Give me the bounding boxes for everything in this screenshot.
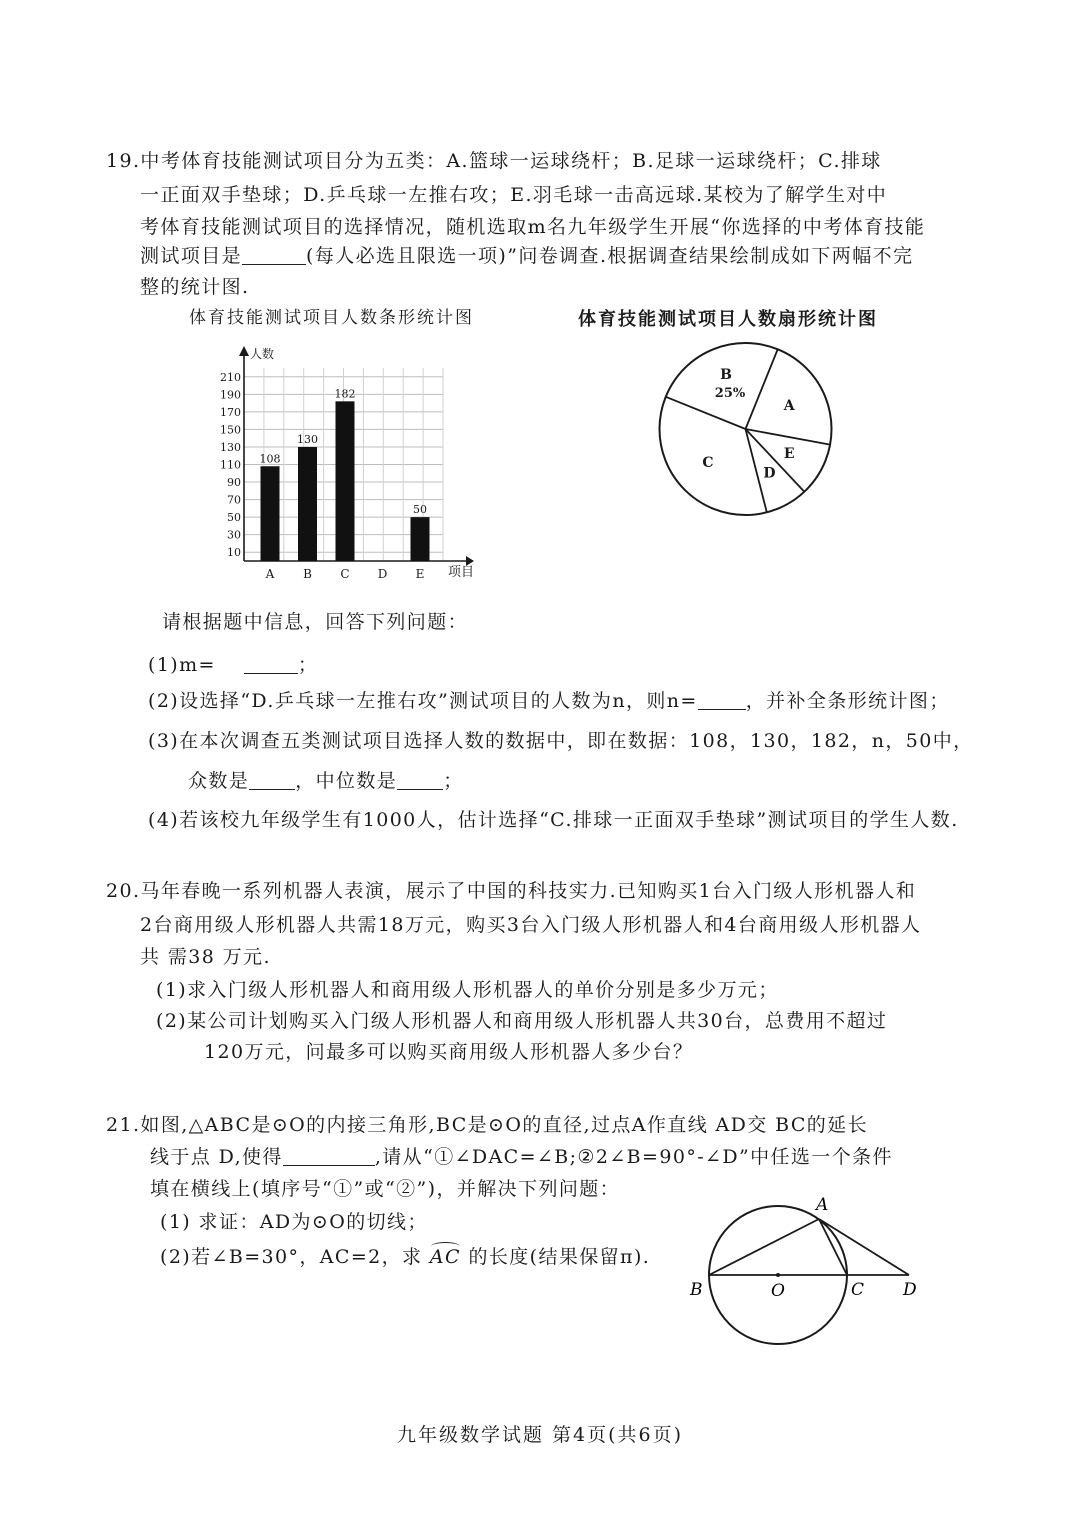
pie-label-a: A: [783, 398, 795, 415]
q21-line-1: 21.如图,△ABC是⊙O的内接三角形,BC是⊙O的直径,过点A作直线 AD交 BC的延长: [106, 1114, 868, 1136]
q21-line-2-end: ,请从“①∠DAC=∠B;②2∠B=90°-∠D”中任选一个条件: [374, 1146, 893, 1168]
x-tick-label: B: [303, 567, 312, 581]
bar: [411, 517, 430, 561]
y-tick-label: 10: [227, 546, 241, 560]
answer-blank-median[interactable]: [397, 771, 443, 790]
bar: [336, 401, 355, 561]
q19-part-1: [148, 650, 318, 677]
q21-part-2: [160, 1242, 650, 1269]
pie-label-e: E: [783, 445, 795, 462]
x-tick-label: D: [377, 567, 388, 581]
y-tick-label: 70: [227, 493, 241, 507]
q19-part-4: (4)若该校九年级学生有1000人，估计选择“C.排球一正面双手垫球”测试项目的学生人数.: [148, 809, 959, 831]
bar: [298, 447, 317, 561]
q21-part-2-end: 的长度(结果保留π).: [468, 1246, 651, 1268]
q19-prompt: 请根据题中信息，回答下列问题：: [162, 611, 469, 633]
y-tick-label: 110: [220, 458, 241, 472]
q19-median-label: ，中位数是: [295, 770, 398, 792]
q19-part-1-end: ；: [297, 654, 319, 676]
q20-part-2-line-1: (2)某公司计划购买入门级人形机器人和商用级人形机器人共30台，总费用不超过: [156, 1010, 888, 1032]
q20-line-3: 共 需38 万元.: [140, 946, 271, 968]
page-footer: 九年级数学试题 第4页(共6页): [396, 1424, 684, 1446]
point-label-a: A: [816, 1195, 829, 1215]
q19-part-2-start: (2)设选择“D.乒乓球一左推右攻”测试项目的人数为n，则n=: [148, 690, 698, 712]
arc-ac-label: AC: [429, 1246, 461, 1268]
y-axis-arrow: [239, 346, 249, 356]
x-tick-label: A: [265, 567, 275, 581]
pie-label-b: B: [720, 367, 732, 384]
y-tick-label: 190: [220, 388, 241, 402]
bar-value-label: 130: [297, 432, 318, 446]
q19-part-3-end: ；: [443, 770, 464, 792]
point-label-o: O: [771, 1281, 785, 1301]
q19-part-3-line-1: (3)在本次调查五类测试项目选择人数的数据中，即在数据：108，130，182，n，50中，: [148, 730, 974, 752]
q19-line-4: [140, 241, 913, 268]
q19-line-4-start: 测试项目是: [140, 245, 243, 267]
q19-part-3-line-2: [188, 766, 464, 793]
y-tick-label: 30: [227, 528, 241, 542]
pie-label-c: C: [702, 454, 714, 471]
bar-chart-title: 体育技能测试项目人数条形统计图: [189, 308, 474, 328]
y-tick-label: 130: [220, 440, 241, 454]
x-axis-label: 项目: [448, 565, 475, 580]
point-label-c: C: [851, 1280, 865, 1300]
y-tick-label: 90: [227, 476, 241, 490]
q20-line-2: 2台商用级人形机器人共需18万元，购买3台入门级人形机器人和4台商用级人形机器人: [140, 914, 922, 936]
q19-line-4-end: (每人必选且限选一项)”问卷调查.根据调查结果绘制成如下两幅不完: [306, 245, 914, 267]
y-tick-label: 170: [220, 405, 241, 419]
y-tick-label: 50: [227, 511, 241, 525]
y-axis-label: 人数: [250, 347, 275, 361]
q19-line-1: 19.中考体育技能测试项目分为五类：A.篮球一运球绕杆；B.足球一运球绕杆；C.排球: [106, 150, 882, 172]
q20-part-1: (1)求入门级人形机器人和商用级人形机器人的单价分别是多少万元；: [156, 979, 779, 1001]
answer-blank-n[interactable]: [698, 691, 746, 710]
x-tick-label: C: [340, 567, 350, 581]
y-tick-label: 210: [220, 370, 241, 384]
q21-part-1: (1) 求证：AD为⊙O的切线；: [160, 1211, 428, 1233]
pie-chart-title: 体育技能测试项目人数扇形统计图: [578, 309, 878, 330]
q19-mode-label: 众数是: [188, 770, 250, 792]
pie-percent-label: 25%: [714, 386, 746, 402]
answer-blank-condition[interactable]: [283, 1147, 375, 1166]
q20-part-2-line-2: 120万元，问最多可以购买商用级人形机器人多少台？: [204, 1041, 694, 1063]
answer-blank-m[interactable]: [244, 655, 298, 674]
pie-label-d: D: [763, 465, 776, 482]
pie-chart: [655, 336, 840, 521]
y-tick-label: 150: [220, 423, 241, 437]
q21-line-2-start: 线于点 D,使得: [150, 1146, 283, 1168]
bar: [261, 466, 280, 561]
bar-chart: [210, 340, 480, 585]
q19-line-2: 一正面双手垫球；D.乒乓球一左推右攻；E.羽毛球一击高远球.某校为了解学生对中: [140, 184, 888, 206]
segment-ba: [709, 1219, 819, 1275]
point-label-b: B: [690, 1280, 703, 1300]
bar-value-label: 50: [413, 503, 427, 517]
q21-line-2: [150, 1142, 893, 1169]
bar-value-label: 108: [259, 452, 281, 466]
point-label-d: D: [903, 1280, 917, 1300]
q19-part-2: [148, 686, 950, 713]
q19-line-3: 考体育技能测试项目的选择情况，随机选取m名九年级学生开展“你选择的中考体育技能: [140, 216, 926, 238]
bar-value-label: 182: [334, 387, 356, 401]
q19-part-1-label: (1)m=: [148, 654, 216, 676]
center-point-o: [776, 1273, 780, 1277]
answer-blank-mode[interactable]: [249, 771, 295, 790]
q19-line-5: 整的统计图.: [140, 276, 250, 298]
answer-blank-q19-stem[interactable]: [242, 246, 306, 265]
q21-part-2-start: (2)若∠B=30°，AC=2，求: [160, 1246, 423, 1268]
circle-geometry-figure: [685, 1190, 930, 1350]
q19-part-2-end: ，并补全条形统计图；: [745, 690, 950, 712]
q21-line-3: 填在横线上(填序号“①”或“②”)，并解决下列问题：: [150, 1178, 621, 1200]
q20-line-1: 20.马年春晚一系列机器人表演，展示了中国的科技实力.已知购买1台入门级人形机器人和: [106, 880, 917, 902]
x-tick-label: E: [415, 567, 425, 581]
